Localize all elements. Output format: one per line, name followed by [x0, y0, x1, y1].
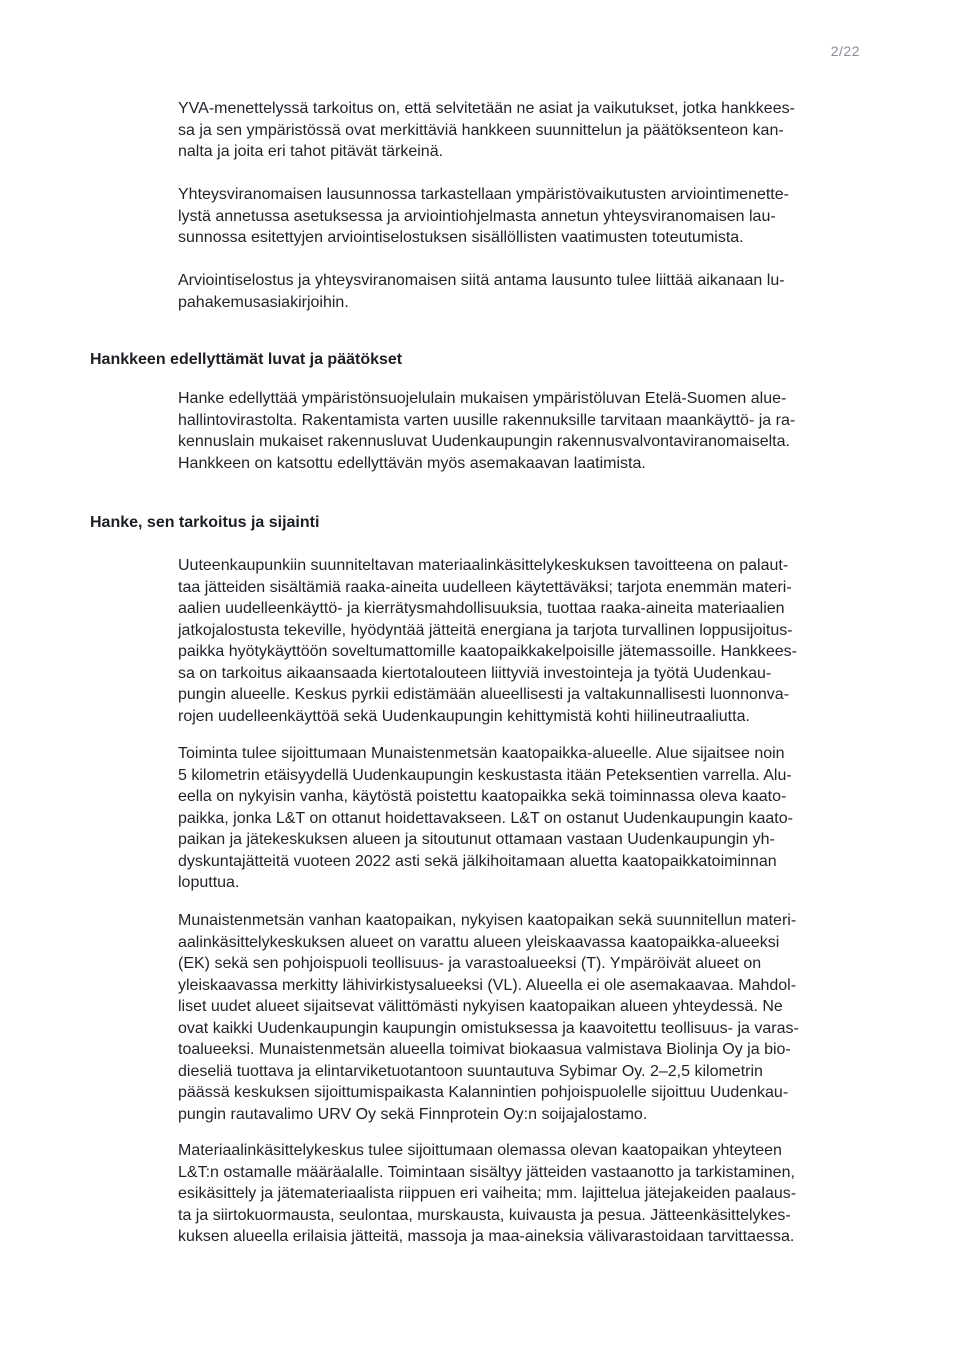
text-line: toalueeksi. Munaistenmetsän alueella toimivat biokaasua valmistava Biolinja Oy ja bio-: [178, 1041, 791, 1058]
text-line: paikka, jonka L&T on ottanut hoidettavakseen. L&T on ostanut Uudenkaupungin kaato-: [178, 809, 793, 827]
text-line: Toiminta tulee sijoittumaan Munaistenmetsän kaatopaikka-alueelle. Alue sijaitsee noin: [178, 745, 785, 762]
text-line: loputtua.: [178, 874, 240, 891]
text-line: eella on nykyisin vanha, käytöstä poistettu kaatopaikka sekä toiminnassa oleva kaato-: [178, 788, 787, 805]
text-line: Munaistenmetsän vanhan kaatopaikan, nykyisen kaatopaikan sekä suunnitellun materi-: [178, 912, 797, 929]
text-line: nalta ja joita eri tahot pitävät tärkeinä.: [178, 143, 444, 160]
text-line: ta ja siirtokuormausta, seulontaa, murskausta, kuivausta ja pesua. Jätteenkäsittelykes-: [178, 1206, 791, 1224]
text-line: aalien uudelleenkäyttö- ja kierrätysmahdollisuuksia, tuottaa raaka-aineita materiaalien: [178, 600, 785, 617]
paragraph-authority-statement: [178, 184, 878, 249]
text-line: sa on tarkoitus aikaansaada kiertotalouteen liittyviä investointeja ja työtä Uudenkau-: [178, 664, 772, 682]
text-line: L&T:n ostamalle määräalalle. Toimintaan sisältyy jätteiden vastaanotto ja tarkistaminen,: [178, 1163, 795, 1181]
paragraph-yva-purpose: [178, 98, 878, 163]
text-line: aalinkäsittelykeskuksen alueet on varattu alueen yleiskaavassa kaatopaikka-alueeksi: [178, 933, 780, 951]
paragraph-required-permits: [178, 388, 878, 474]
text-line: jatkojalostusta tekeville, hyödyntää jätteitä energiana ja tarjota turvallinen loppusijoitus-: [178, 621, 793, 639]
text-line: (EK) sekä sen pohjoispuoli teollisuus- ja varastoalueeksi (T). Ympäröivät alueet on: [178, 955, 762, 972]
text-line: ovat kaikki Uudenkaupungin kaupungin omistuksessa ja kaavoitettu teollisuus- ja varas-: [178, 1019, 799, 1037]
text-line: Hankkeen on katsottu edellyttävän myös asemakaavan laatimista.: [178, 454, 646, 472]
paragraph-project-goal: [178, 555, 878, 727]
text-line: hallintovirastolta. Rakentamista varten uusille rakennuksille tarvitaan maankäyttö- ja ra-: [178, 411, 796, 429]
text-line: paikan ja jätekeskuksen alueen ja sitoutunut ottamaan vastaan Uudenkaupungin yh-: [178, 831, 775, 848]
paragraph-operations: [178, 1140, 878, 1248]
text-line: taa jätteiden sisältämiä raaka-aineita uudelleen käytettäväksi; tarjota enemmän materi-: [178, 578, 792, 596]
text-line: lystä annetussa asetuksessa ja arviointiohjelmasta annetun yhteysviranomaisen lau-: [178, 207, 776, 225]
text-line: kuksen alueella erilaisia jätteitä, massoja ja maa-aineksia välivarastoidaan tarvittaessa.: [178, 1228, 795, 1245]
text-line: pahakemusasiakirjoihin.: [178, 293, 349, 311]
text-line: kennuslain mukaiset rakennusluvat Uudenkaupungin rakennusvalvontaviranomaiselta.: [178, 433, 790, 450]
text-line: liset uudet alueet sijaitsevat välittömästi nykyisen kaatopaikan alueen yhteydessä. Ne: [178, 998, 783, 1015]
text-line: Arviointiselostus ja yhteysviranomaisen siitä antama lausunto tulee liittää aikanaan lu-: [178, 272, 785, 289]
text-line: Hanke edellyttää ympäristönsuojelulain mukaisen ympäristöluvan Etelä-Suomen alue-: [178, 390, 787, 407]
page-number: 2/22: [830, 43, 860, 59]
text-line: Yhteysviranomaisen lausunnossa tarkastellaan ympäristövaikutusten arviointimenette-: [178, 186, 789, 203]
text-line: YVA-menettelyssä tarkoitus on, että selvitetään ne asiat ja vaikutukset, jotka hankkees-: [178, 100, 795, 117]
section-heading-permits: Hankkeen edellyttämät luvat ja päätökset: [90, 351, 403, 368]
text-line: esikäsittely ja jätemateriaalista riippuen eri vaiheita; mm. lajittelua jätejakeiden paalaus-: [178, 1185, 797, 1202]
section-heading-project-location: Hanke, sen tarkoitus ja sijainti: [90, 514, 320, 531]
text-line: päässä keskuksen sijoittumispaikasta Kalannintien pohjoispuolelle sijoittuu Uudenkau-: [178, 1084, 789, 1101]
text-line: pungin alueelle. Keskus pyrkii edistämään alueellisesti ja valtakunnallisesti luonnonva-: [178, 686, 790, 703]
text-line: dyskuntajätteitä vuoteen 2022 asti sekä jälkihoitamaan aluetta kaatopaikkatoiminnan: [178, 852, 777, 870]
text-line: yleiskaavassa merkitty lähivirkistysalueeksi (VL). Alueella ei ole asemakaavaa. Mahdol-: [178, 976, 797, 994]
paragraph-permit-attachment: [178, 270, 878, 313]
text-line: Materiaalinkäsittelykeskus tulee sijoittumaan olemassa olevan kaatopaikan yhteyteen: [178, 1142, 782, 1159]
text-line: rojen uudelleenkäyttöä sekä Uudenkaupungin kehittymistä kohti hiilineutraaliutta.: [178, 707, 750, 725]
text-line: 5 kilometrin etäisyydellä Uudenkaupungin keskustasta itään Peteksentien varrella. Alu-: [178, 766, 792, 784]
text-line: sunnossa esitettyjen arviointiselostuksen sisällöllisten vaatimusten toteutumista.: [178, 229, 744, 246]
paragraph-site-location: [178, 743, 878, 894]
text-line: sa ja sen ympäristössä ovat merkittäviä hankkeen suunnittelun ja päätöksenteon kan-: [178, 121, 784, 139]
text-line: dieseliä tuottava ja elintarviketuotantoon suuntautuva Sybimar Oy. 2–2,5 kilometrin: [178, 1062, 763, 1080]
text-line: paikka hyötykäyttöön soveltumattomille kaatopaikkakelpoisille jätemassoille. Hankkees-: [178, 643, 797, 660]
text-line: pungin rautavalimo URV Oy sekä Finnprotein Oy:n soijajalostamo.: [178, 1105, 648, 1123]
text-line: Uuteenkaupunkiin suunniteltavan materiaalinkäsittelykeskuksen tavoitteena on palaut-: [178, 557, 789, 574]
paragraph-zoning: [178, 910, 878, 1125]
